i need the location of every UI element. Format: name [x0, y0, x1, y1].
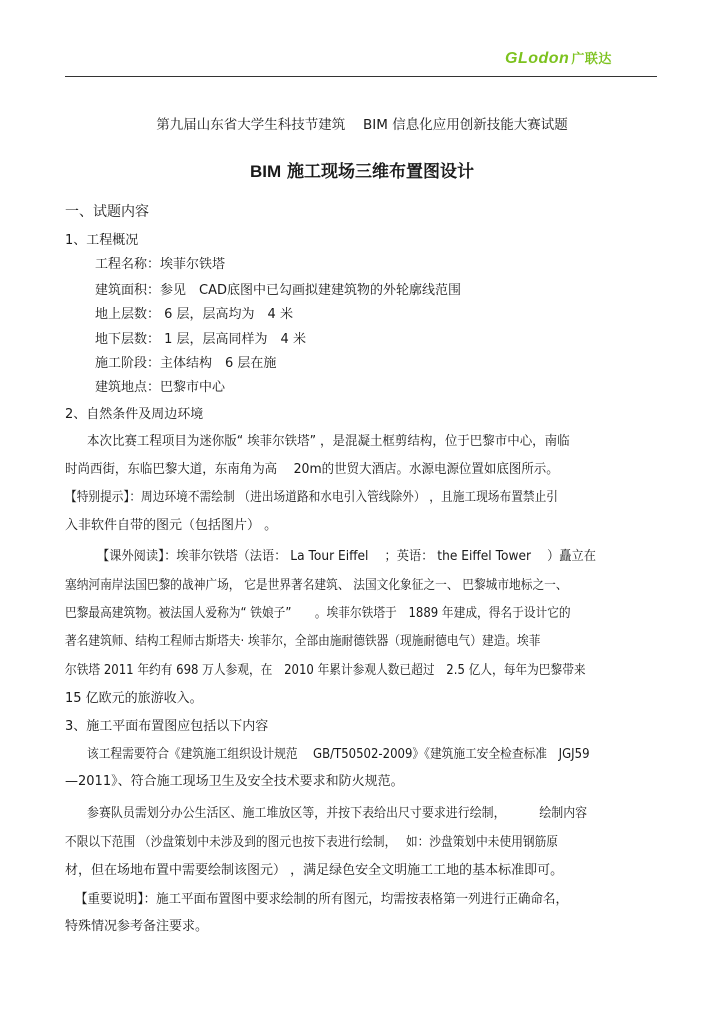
reading-line: 【课外阅读】：埃菲尔铁塔（法语： La Tour Eiffel ；英语： the Eiffel Tower ）矗立在 [97, 549, 596, 564]
important-note: 【重要说明】：施工平面布置图中要求绘制的所有图元，均需按表格第一列进行正确命名， [75, 892, 568, 907]
construction-stage: 施工阶段：主体结构 6 层在施 [95, 356, 277, 371]
paragraph-line: 材，但在场地布置中需要绘制该图元） ，满足绿色安全文明施工工地的基本标准即可。 [65, 863, 564, 878]
sub-heading: 1、工程概况 [65, 233, 139, 248]
paragraph-line: 不限以下范围 （沙盘策划中未涉及到的图元也按下表进行绘制， 如：沙盘策划中未使用钢筋原 [65, 835, 558, 850]
paragraph-line: 本次比赛工程项目为迷你版“ 埃菲尔铁塔” ，是混凝土框剪结构，位于巴黎市中心，南临 [87, 434, 570, 449]
reading-line: 著名建筑师、结构工程师古斯塔夫· 埃菲尔，全部由施耐德铁器（现施耐德电气）建造。埃菲 [65, 634, 541, 649]
special-note: 【特别提示】：周边环境不需绘制 （进出场道路和水电引入管线除外） ，且施工现场布置禁止引 [65, 490, 558, 505]
main-heading [0, 163, 724, 181]
main-heading-en: BIM [249, 162, 282, 181]
reading-line: 15 亿欧元的旅游收入。 [65, 691, 203, 706]
paragraph-line: 该工程需要符合《建筑施工组织设计规范 GB/T50502-2009》《建筑施工安全检查标准 JGJ59 [87, 747, 590, 762]
paragraph-line: 特殊情况参考备注要求。 [65, 919, 209, 934]
building-location: 建筑地点：巴黎市中心 [95, 380, 226, 395]
building-area: 建筑面积：参见 CAD底图中已勾画拟建建筑物的外轮廓线范围 [95, 283, 461, 298]
floors-above: 地上层数： 6 层，层高均为 4 米 [95, 307, 293, 322]
sub-heading: 3、施工平面布置图应包括以下内容 [65, 719, 269, 734]
paragraph-line: 时尚西街，东临巴黎大道，东南角为高 20m的世贸大酒店。水源电源位置如底图所示。 [65, 462, 559, 477]
paragraph-line: 参赛队员需划分办公生活区、施工堆放区等，并按下表给出尺寸要求进行绘制， 绘制内容 [87, 806, 588, 821]
logo-text: GLodon [505, 50, 570, 67]
sub-heading: 2、自然条件及周边环境 [65, 407, 204, 422]
section-heading: 一、试题内容 [65, 204, 149, 220]
floors-below: 地下层数： 1 层，层高同样为 4 米 [95, 332, 306, 347]
header-rule [65, 76, 657, 77]
logo-cn-text: 广联达 [571, 51, 612, 66]
reading-line: 巴黎最高建筑物。被法国人爱称为“ 铁娘子” 。埃菲尔铁塔于 1889 年建成，得名于设计它的 [65, 606, 571, 621]
paragraph-line: 入非软件自带的图元（包括图片） 。 [65, 518, 278, 533]
paragraph-line: —2011》、符合施工现场卫生及安全技术要求和防火规范。 [65, 774, 404, 789]
reading-line: 塞纳河南岸法国巴黎的战神广场， 它是世界著名建筑、 法国文化象征之一、 巴黎城市地标之一、 [65, 578, 568, 593]
competition-title: 第九届山东省大学生科技节建筑 BIM 信息化应用创新技能大赛试题 [156, 117, 568, 133]
glodon-logo [505, 48, 612, 68]
main-heading-cn: 施工现场三维布置图设计 [287, 162, 475, 182]
reading-line: 尔铁塔 2011 年约有 698 万人参观，在 2010 年累计参观人数已超过 2.5 亿人，每年为巴黎带来 [65, 663, 586, 678]
project-name: 工程名称：埃菲尔铁塔 [95, 257, 226, 272]
